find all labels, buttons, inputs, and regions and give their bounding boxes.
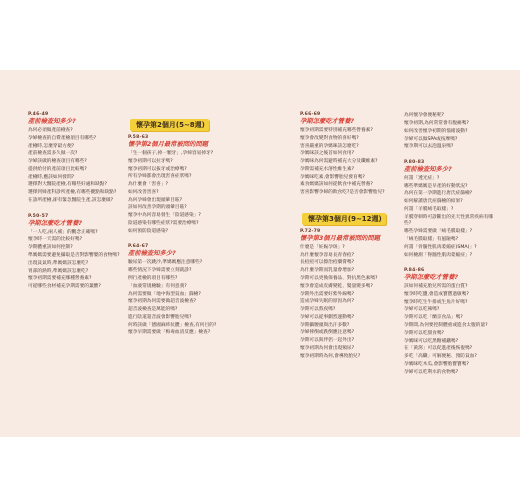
question-item: 懷孕中為何容易發生「陰道感染」? [128, 213, 201, 219]
question-item: 孕期可以吃「蘭京食品」嗎? [404, 315, 463, 321]
question-item: 懷孕會改變對食物的喜好嗎? [300, 135, 359, 141]
question-item: 懷孕初期時為何,會導致胎兒? [300, 353, 361, 359]
question-item: 在「黃瀉」可以促進產後恢復嗎? [404, 346, 473, 352]
section-title: 孕期怎麼吃才營養? [28, 219, 83, 227]
question-item: 為何必須做產前檢查? [28, 128, 73, 133]
question-item: 產前檢查需多久做一次? [28, 151, 78, 157]
question-item: 為什麼懷孕容易長青春痘? [300, 252, 355, 258]
question-item: 長痘痘可以擦治痘藥膏嗎? [300, 260, 355, 266]
question-item: 產檢時,應該如何發問? [28, 174, 75, 180]
section-title: 產前檢查知多少? [404, 165, 452, 173]
section-title: 孕期怎麼吃才營養? [404, 274, 459, 282]
question-item: 孕期攝腰頭與出汗多數? [300, 322, 350, 328]
question-item: 胃部的熱時,準媽媽該怎麼吃? [28, 268, 89, 274]
section-title: 產前檢查知多少? [128, 250, 176, 258]
question-item: 何謂「骨髓性肌肉萎縮症(SMA)」? [404, 244, 477, 250]
page-range: P.46-49 [28, 112, 49, 117]
question-item: 該如何補充胎兒所需的蛋白質? [404, 284, 468, 290]
question-item: 為何懷孕會便秘呢? [404, 113, 444, 119]
question-item: 所有孕婦都會出現害喜症狀嗎? [128, 174, 192, 180]
faq-section [404, 268, 500, 376]
question-item: 出現貧氣時,準媽媽該怎麼吃? [28, 260, 89, 266]
question-item: 孕婦檢查的自費產檢項目有哪些? [28, 135, 97, 141]
question-item: 為什麼會「害喜」? [128, 182, 168, 188]
section-title: 懷孕第3個月最常被問的問題 [300, 234, 380, 242]
question-item: 懷孕初期需要特別補充哪些營養素? [300, 128, 373, 133]
question-item: 孕婦可以吃辣嗎? [404, 307, 440, 313]
page-range: P.72-79 [300, 228, 321, 234]
question-item: 進行陰道超音波會影響胎兒嗎? [128, 314, 192, 320]
question-item: 懷孕時一天需的比較好嗎? [28, 237, 83, 243]
question-item: 懷孕初期可以拔牙或治療嗎? [128, 166, 187, 172]
question-item: 哪些準媽媽是早產的好動狀況? [404, 183, 468, 189]
question-item: 例行產檢的項目有哪些? [128, 275, 178, 281]
question-item: 孕期可以更換保養品、對抗黑色素嗎? [300, 275, 378, 281]
question-item: 驗尿第一次跳沙,準媽媽應注意哪些? [128, 260, 203, 266]
question-item: 多吃「高纖」可解便秘、預防貧血? [404, 354, 477, 360]
question-item: 「一人吃,兩人補」的觀念正確嗎? [28, 229, 98, 235]
faq-section [404, 113, 500, 151]
faq-section [404, 160, 500, 259]
question-item: 提供給付的產前項目比較嗎? [28, 166, 87, 172]
question-item: 選擇到婦產科診所產檢,有哪些優點和缺點? [28, 190, 117, 196]
question-item: 「絨毛膜取樣」有風險嗎? [404, 236, 459, 242]
question-item: 為什麼孕期而乳量會增加? [300, 268, 355, 274]
question-item: 懷孕會造成皮膚變乾、髮量變多嗎? [300, 283, 373, 289]
question-item: 懷孕初期為何會出現頻尿? [300, 346, 355, 351]
question-item: 產檢時,怎麼穿最方便? [28, 143, 75, 149]
question-item: 哪些孕婦需要做「絨毛膜取樣」? [404, 229, 473, 235]
question-item: 懷孕時吃鹽,會造成寶寶過敏嗎? [404, 291, 469, 297]
faq-section [128, 135, 220, 235]
question-item: 懷孕期可以去泡溫泉嗎? [404, 144, 454, 150]
question-item: 孕婦摔倒或跌倒應注意嗎? [300, 330, 355, 336]
section-title: 懷孕第2個月最常被問的問題 [128, 141, 208, 148]
column-1 [28, 112, 120, 300]
question-item: 孕婦可以吃利水的食物嗎? [404, 369, 459, 375]
question-item: 孕媽咪該之後首如何食用? [300, 151, 355, 157]
question-item: 哪些情況下孕婦需要立刻就診? [128, 268, 192, 274]
question-item: 害喜嚴重的孕媽咪該怎麼吃? [300, 143, 359, 149]
question-item: 造成孕婦失眠的原因為何? [300, 299, 355, 305]
question-item: 孕媽咪可以吃黑糖補鐵嗎? [404, 338, 459, 344]
page-range: P.66-69 [300, 112, 321, 117]
question-item: 懷孕初期,為何常常會有腹痛嗎? [404, 120, 469, 126]
question-item: 超音波檢查是萬能的嗎? [128, 307, 178, 313]
question-item: 陰道感染有哪些症狀?需要治療嗎? [128, 221, 199, 227]
faq-section [28, 214, 120, 291]
month-banner: 懷孕第3個月(9~12週) [302, 213, 386, 225]
question-item: 孕媽咪為何需避時補充大分及纖維素? [300, 159, 378, 165]
book-spread [0, 70, 520, 437]
question-item: 為何在第一孕期進行唐氏症篩檢? [404, 191, 473, 197]
question-item: 懷孕時吃生牛排或生魚片好嗎? [404, 299, 468, 305]
question-item: 懷孕初期可以拉牙嗎? [128, 158, 173, 164]
question-item: 為何孕婦會出現頭暈目眩? [128, 197, 183, 203]
question-item: 如何改善懷孕初期的惱緒波動? [404, 128, 468, 134]
question-item: 在診所產檢,卻有緊急醫院生產,該怎麼做? [28, 198, 114, 204]
question-item: 孕婦該做的檢查項目有哪些? [28, 159, 87, 165]
question-item: 什麼是「妊娠孕斑」? [300, 244, 345, 250]
section-title: 產前檢查知多少? [28, 118, 76, 125]
section-title: 孕期怎麼吃才營養? [300, 118, 355, 125]
question-item: 何時該做「德國麻疹抗體」檢查,有何目的? [128, 322, 217, 328]
question-item: 羊膜穿刺時可診斷出的先天性異常疾病有哪些? [404, 214, 494, 227]
question-item: 懷孕初期需要補充哪種營養素? [28, 276, 92, 282]
question-item: 「生一個孩子,掉一顆牙」,孕婦容易掉牙? [128, 151, 214, 156]
question-item: 孕期可以與伴侶一起外出? [300, 338, 355, 344]
faq-section [28, 112, 120, 205]
page-range: P.58-63 [128, 135, 149, 140]
question-item: 孕媽咪吃素,會影響胎兒發育嗎? [300, 174, 365, 180]
question-item: 孕期外出需要好紫外線嗎? [300, 291, 355, 297]
question-item: 孕婦可以做SPA或按摩嗎? [404, 136, 458, 142]
faq-section [300, 229, 392, 361]
column-3 [300, 112, 392, 369]
faq-section [128, 244, 220, 337]
question-item: 孕媽咪吃木瓜,會影響胎寶寶嗎? [404, 361, 469, 367]
question-item: 懷孕初期為何需要做超音波檢查? [128, 299, 197, 305]
page-range: P.80-83 [404, 159, 425, 165]
question-item: 素食媽媽該如何從飲食中補充營養? [300, 182, 373, 188]
question-item: 何謂「透光症」? [404, 175, 440, 181]
question-item: 孕期間,為何要控制體重或進食太腹的量? [404, 323, 488, 329]
question-item: 「血液常規檢驗」有何意義? [128, 283, 187, 289]
page-range: P.84-86 [404, 268, 425, 274]
column-2 [128, 112, 220, 346]
column-4 [404, 112, 500, 385]
faq-section [300, 112, 392, 197]
question-item: 可從哪些食材補充孕期需要的葉酸? [28, 284, 101, 290]
question-item: 孕期可以熬夜嗎? [300, 307, 336, 313]
question-item: 孕期可以吃甜食嗎? [404, 330, 444, 336]
question-item: 孕期需補充水溶性維生素? [300, 166, 355, 172]
question-item: 如何檢測「脊髓性肌肉萎縮症」? [404, 252, 473, 258]
question-item: 如何解讀唐氏症篩檢的結果? [404, 199, 463, 205]
question-item: 如何預防陰道感染? [128, 228, 168, 234]
question-item: 害喜影響孕婦的飲食吃?是否會影響胎兒? [300, 190, 385, 196]
page-range: P.50-57 [28, 213, 49, 219]
question-item: 為何需要做「地中海型貧血」篩檢? [128, 291, 201, 297]
page-range: P.64-67 [128, 244, 149, 250]
question-item: 懷孕早期需要做「梅毒血清反應」檢查? [128, 330, 211, 336]
question-item: 何謂「羊膜絨毛取樣」? [404, 207, 454, 213]
question-item: 孕婦可以從事劇烈運動嗎? [300, 314, 355, 320]
question-item: 選擇對大醫院產檢,有哪些好處和缺點? [28, 182, 107, 188]
month-banner: 懷孕第2個月(5~8週) [130, 119, 209, 131]
question-item: 如何改善害喜? [128, 189, 159, 195]
question-item: 準媽媽需要避免攝取是否對影響嬰的食物嗎? [28, 252, 120, 258]
question-item: 該如何改善孕期的頭暈目眩? [128, 205, 187, 211]
question-item: 孕期體重該如何控制? [28, 245, 73, 251]
